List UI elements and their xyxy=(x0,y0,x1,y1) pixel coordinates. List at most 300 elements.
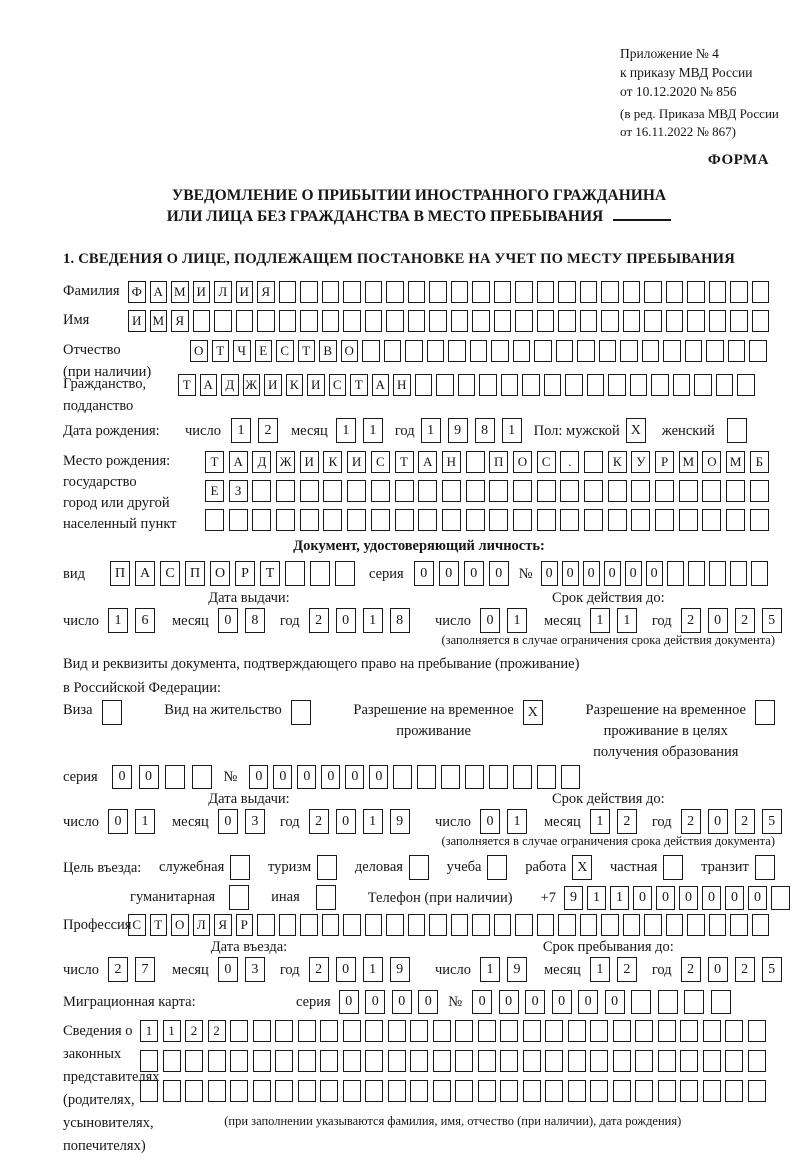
char-cell[interactable] xyxy=(252,480,271,502)
char-cell[interactable]: 1 xyxy=(108,608,128,633)
char-cell[interactable] xyxy=(558,281,576,303)
char-cell[interactable] xyxy=(584,480,603,502)
char-cell[interactable] xyxy=(537,765,556,789)
char-cell[interactable] xyxy=(725,1020,743,1042)
char-cell[interactable]: Б xyxy=(750,451,769,473)
char-cell[interactable] xyxy=(716,374,734,396)
char-cell[interactable]: 1 xyxy=(363,957,383,982)
char-cell[interactable] xyxy=(537,310,555,332)
char-cell[interactable] xyxy=(442,480,461,502)
char-cell[interactable] xyxy=(680,1050,698,1072)
birthplace-cells-row2[interactable] xyxy=(205,480,769,502)
char-cell[interactable]: 2 xyxy=(208,1020,226,1042)
char-cell[interactable] xyxy=(560,480,579,502)
char-cell[interactable]: А xyxy=(229,451,248,473)
char-cell[interactable]: 0 xyxy=(708,957,728,982)
char-cell[interactable] xyxy=(561,765,580,789)
char-cell[interactable] xyxy=(343,281,361,303)
char-cell[interactable] xyxy=(631,480,650,502)
char-cell[interactable] xyxy=(214,310,232,332)
char-cell[interactable]: 0 xyxy=(472,990,492,1014)
char-cell[interactable] xyxy=(558,310,576,332)
char-cell[interactable] xyxy=(433,1020,451,1042)
char-cell[interactable]: 7 xyxy=(135,957,155,982)
char-cell[interactable]: 1 xyxy=(590,809,610,834)
char-cell[interactable] xyxy=(687,310,705,332)
char-cell[interactable]: 0 xyxy=(414,561,434,586)
char-cell[interactable] xyxy=(395,480,414,502)
char-cell[interactable] xyxy=(556,340,574,362)
char-cell[interactable]: 1 xyxy=(140,1020,158,1042)
char-cell[interactable]: 1 xyxy=(610,886,629,910)
char-cell[interactable]: 1 xyxy=(617,608,637,633)
char-cell[interactable] xyxy=(320,1050,338,1072)
char-cell[interactable]: О xyxy=(513,451,532,473)
char-cell[interactable]: 3 xyxy=(245,957,265,982)
char-cell[interactable]: И xyxy=(128,310,146,332)
char-cell[interactable] xyxy=(451,310,469,332)
official-checkbox[interactable] xyxy=(230,855,250,880)
char-cell[interactable] xyxy=(706,340,724,362)
char-cell[interactable] xyxy=(140,1080,158,1102)
char-cell[interactable]: 2 xyxy=(309,809,329,834)
char-cell[interactable] xyxy=(568,1020,586,1042)
char-cell[interactable]: 2 xyxy=(258,418,278,443)
char-cell[interactable] xyxy=(429,281,447,303)
char-cell[interactable] xyxy=(298,1050,316,1072)
humanitarian-checkbox[interactable] xyxy=(229,885,249,910)
char-cell[interactable] xyxy=(568,1080,586,1102)
char-cell[interactable] xyxy=(522,374,540,396)
char-cell[interactable]: 0 xyxy=(633,886,652,910)
char-cell[interactable]: А xyxy=(200,374,218,396)
char-cell[interactable] xyxy=(275,1020,293,1042)
char-cell[interactable] xyxy=(590,1020,608,1042)
char-cell[interactable] xyxy=(748,1080,766,1102)
char-cell[interactable]: 1 xyxy=(480,957,500,982)
char-cell[interactable]: А xyxy=(135,561,155,586)
char-cell[interactable] xyxy=(513,480,532,502)
char-cell[interactable]: 0 xyxy=(297,765,316,789)
char-cell[interactable]: Я xyxy=(257,281,275,303)
char-cell[interactable] xyxy=(730,281,748,303)
private-checkbox[interactable] xyxy=(663,855,683,880)
char-cell[interactable]: П xyxy=(185,561,205,586)
char-cell[interactable] xyxy=(644,281,662,303)
doc-series-cells[interactable] xyxy=(414,561,509,586)
char-cell[interactable] xyxy=(478,1050,496,1072)
char-cell[interactable] xyxy=(386,310,404,332)
char-cell[interactable] xyxy=(513,765,532,789)
char-cell[interactable]: И xyxy=(347,451,366,473)
char-cell[interactable] xyxy=(752,281,770,303)
stay-day-cells[interactable] xyxy=(480,957,527,982)
profession-cells[interactable] xyxy=(128,914,769,936)
char-cell[interactable]: 0 xyxy=(218,957,238,982)
char-cell[interactable]: 2 xyxy=(309,957,329,982)
char-cell[interactable] xyxy=(587,374,605,396)
char-cell[interactable]: Е xyxy=(255,340,273,362)
char-cell[interactable] xyxy=(725,1080,743,1102)
char-cell[interactable] xyxy=(565,374,583,396)
char-cell[interactable] xyxy=(730,914,748,936)
entry-month-cells[interactable] xyxy=(218,957,265,982)
char-cell[interactable] xyxy=(515,310,533,332)
char-cell[interactable]: С xyxy=(276,340,294,362)
expiry-month-cells[interactable] xyxy=(590,608,637,633)
char-cell[interactable] xyxy=(489,765,508,789)
char-cell[interactable] xyxy=(257,914,275,936)
char-cell[interactable] xyxy=(300,914,318,936)
char-cell[interactable] xyxy=(620,340,638,362)
char-cell[interactable] xyxy=(601,914,619,936)
char-cell[interactable]: 8 xyxy=(245,608,265,633)
char-cell[interactable]: Р xyxy=(235,561,255,586)
char-cell[interactable] xyxy=(140,1050,158,1072)
char-cell[interactable] xyxy=(644,310,662,332)
char-cell[interactable]: 0 xyxy=(552,990,572,1014)
char-cell[interactable] xyxy=(343,914,361,936)
char-cell[interactable] xyxy=(726,509,745,531)
char-cell[interactable]: 8 xyxy=(390,608,410,633)
char-cell[interactable]: И xyxy=(307,374,325,396)
char-cell[interactable] xyxy=(666,281,684,303)
char-cell[interactable]: 2 xyxy=(735,809,755,834)
char-cell[interactable] xyxy=(635,1020,653,1042)
phone-cells[interactable] xyxy=(564,886,790,910)
char-cell[interactable] xyxy=(458,374,476,396)
char-cell[interactable] xyxy=(491,340,509,362)
study-checkbox[interactable] xyxy=(487,855,507,880)
char-cell[interactable]: 0 xyxy=(708,809,728,834)
char-cell[interactable]: М xyxy=(150,310,168,332)
issue-year-cells[interactable] xyxy=(309,608,410,633)
char-cell[interactable] xyxy=(386,281,404,303)
char-cell[interactable] xyxy=(229,509,248,531)
birthplace-cells-row3[interactable] xyxy=(205,509,769,531)
transit-checkbox[interactable] xyxy=(755,855,775,880)
char-cell[interactable] xyxy=(298,1020,316,1042)
char-cell[interactable]: 1 xyxy=(590,608,610,633)
char-cell[interactable] xyxy=(322,310,340,332)
char-cell[interactable]: Ж xyxy=(276,451,295,473)
char-cell[interactable]: 2 xyxy=(681,809,701,834)
char-cell[interactable]: 2 xyxy=(108,957,128,982)
work-checkbox[interactable]: X xyxy=(572,855,592,880)
char-cell[interactable] xyxy=(455,1080,473,1102)
char-cell[interactable]: 0 xyxy=(604,561,621,586)
char-cell[interactable]: 0 xyxy=(218,809,238,834)
mc-series-cells[interactable] xyxy=(339,990,439,1014)
char-cell[interactable] xyxy=(537,480,556,502)
char-cell[interactable] xyxy=(410,1080,428,1102)
representatives-cells-row1[interactable] xyxy=(140,1020,766,1042)
entry-year-cells[interactable] xyxy=(309,957,410,982)
char-cell[interactable]: Д xyxy=(252,451,271,473)
char-cell[interactable] xyxy=(300,310,318,332)
char-cell[interactable]: О xyxy=(341,340,359,362)
char-cell[interactable] xyxy=(285,561,305,586)
char-cell[interactable]: О xyxy=(190,340,208,362)
char-cell[interactable] xyxy=(651,374,669,396)
char-cell[interactable]: 0 xyxy=(679,886,698,910)
char-cell[interactable] xyxy=(601,310,619,332)
char-cell[interactable] xyxy=(513,509,532,531)
char-cell[interactable] xyxy=(500,1020,518,1042)
char-cell[interactable]: 9 xyxy=(448,418,468,443)
char-cell[interactable]: 1 xyxy=(363,418,383,443)
char-cell[interactable]: М xyxy=(726,451,745,473)
char-cell[interactable] xyxy=(300,281,318,303)
char-cell[interactable] xyxy=(644,914,662,936)
char-cell[interactable] xyxy=(568,1050,586,1072)
char-cell[interactable]: Е xyxy=(205,480,224,502)
char-cell[interactable]: 0 xyxy=(562,561,579,586)
char-cell[interactable] xyxy=(163,1080,181,1102)
char-cell[interactable] xyxy=(410,1050,428,1072)
expiry-day-cells[interactable] xyxy=(480,608,527,633)
char-cell[interactable] xyxy=(635,1080,653,1102)
char-cell[interactable] xyxy=(687,281,705,303)
char-cell[interactable] xyxy=(455,1050,473,1072)
char-cell[interactable] xyxy=(666,310,684,332)
patronymic-cells[interactable] xyxy=(190,340,767,362)
char-cell[interactable]: Л xyxy=(193,914,211,936)
char-cell[interactable] xyxy=(631,990,651,1014)
char-cell[interactable] xyxy=(726,480,745,502)
char-cell[interactable] xyxy=(208,1050,226,1072)
char-cell[interactable]: Т xyxy=(260,561,280,586)
char-cell[interactable]: 0 xyxy=(480,608,500,633)
char-cell[interactable] xyxy=(666,914,684,936)
char-cell[interactable] xyxy=(680,1020,698,1042)
char-cell[interactable] xyxy=(230,1020,248,1042)
char-cell[interactable] xyxy=(320,1080,338,1102)
char-cell[interactable]: 3 xyxy=(245,809,265,834)
char-cell[interactable]: 0 xyxy=(365,990,385,1014)
char-cell[interactable]: Т xyxy=(298,340,316,362)
char-cell[interactable] xyxy=(515,281,533,303)
char-cell[interactable] xyxy=(163,1050,181,1072)
char-cell[interactable]: И xyxy=(236,281,254,303)
char-cell[interactable] xyxy=(663,340,681,362)
char-cell[interactable] xyxy=(655,509,674,531)
char-cell[interactable] xyxy=(584,509,603,531)
representatives-cells-row3[interactable] xyxy=(140,1080,766,1102)
char-cell[interactable] xyxy=(236,310,254,332)
permit-issue-month-cells[interactable] xyxy=(218,809,265,834)
char-cell[interactable] xyxy=(687,914,705,936)
char-cell[interactable] xyxy=(479,374,497,396)
char-cell[interactable]: 2 xyxy=(617,957,637,982)
char-cell[interactable] xyxy=(347,509,366,531)
char-cell[interactable]: С xyxy=(371,451,390,473)
char-cell[interactable] xyxy=(623,914,641,936)
mc-number-cells[interactable] xyxy=(472,990,731,1014)
issue-day-cells[interactable] xyxy=(108,608,155,633)
char-cell[interactable] xyxy=(494,281,512,303)
char-cell[interactable]: 0 xyxy=(108,809,128,834)
char-cell[interactable]: 2 xyxy=(309,608,329,633)
char-cell[interactable] xyxy=(748,1020,766,1042)
char-cell[interactable] xyxy=(365,1080,383,1102)
char-cell[interactable] xyxy=(323,480,342,502)
char-cell[interactable] xyxy=(750,480,769,502)
char-cell[interactable] xyxy=(451,914,469,936)
char-cell[interactable] xyxy=(279,914,297,936)
char-cell[interactable]: 1 xyxy=(502,418,522,443)
char-cell[interactable] xyxy=(685,340,703,362)
char-cell[interactable]: 8 xyxy=(475,418,495,443)
char-cell[interactable]: К xyxy=(286,374,304,396)
char-cell[interactable] xyxy=(448,340,466,362)
char-cell[interactable]: 0 xyxy=(708,608,728,633)
char-cell[interactable]: У xyxy=(631,451,650,473)
char-cell[interactable] xyxy=(703,1050,721,1072)
char-cell[interactable] xyxy=(455,1020,473,1042)
char-cell[interactable] xyxy=(709,561,726,586)
char-cell[interactable] xyxy=(658,1080,676,1102)
birth-month-cells[interactable] xyxy=(336,418,383,443)
char-cell[interactable] xyxy=(590,1050,608,1072)
tourism-checkbox[interactable] xyxy=(317,855,337,880)
char-cell[interactable] xyxy=(771,886,790,910)
char-cell[interactable] xyxy=(613,1020,631,1042)
char-cell[interactable] xyxy=(365,310,383,332)
char-cell[interactable] xyxy=(365,281,383,303)
temp-residence-checkbox[interactable]: X xyxy=(523,700,543,725)
char-cell[interactable] xyxy=(730,310,748,332)
char-cell[interactable] xyxy=(230,1080,248,1102)
char-cell[interactable] xyxy=(472,914,490,936)
char-cell[interactable]: П xyxy=(489,451,508,473)
char-cell[interactable] xyxy=(276,480,295,502)
char-cell[interactable] xyxy=(335,561,355,586)
char-cell[interactable] xyxy=(751,561,768,586)
male-checkbox[interactable]: X xyxy=(626,418,646,443)
char-cell[interactable]: Д xyxy=(221,374,239,396)
char-cell[interactable] xyxy=(730,561,747,586)
char-cell[interactable] xyxy=(642,340,660,362)
char-cell[interactable]: 0 xyxy=(480,809,500,834)
char-cell[interactable]: А xyxy=(150,281,168,303)
char-cell[interactable] xyxy=(613,1050,631,1072)
char-cell[interactable] xyxy=(545,1020,563,1042)
char-cell[interactable] xyxy=(300,480,319,502)
char-cell[interactable] xyxy=(580,914,598,936)
female-checkbox[interactable] xyxy=(727,418,747,443)
char-cell[interactable]: Т xyxy=(395,451,414,473)
char-cell[interactable] xyxy=(501,374,519,396)
char-cell[interactable]: К xyxy=(323,451,342,473)
char-cell[interactable] xyxy=(343,1050,361,1072)
char-cell[interactable] xyxy=(494,310,512,332)
char-cell[interactable] xyxy=(388,1020,406,1042)
char-cell[interactable] xyxy=(523,1050,541,1072)
char-cell[interactable] xyxy=(185,1050,203,1072)
char-cell[interactable] xyxy=(635,1050,653,1072)
char-cell[interactable]: 5 xyxy=(762,957,782,982)
char-cell[interactable] xyxy=(489,509,508,531)
char-cell[interactable] xyxy=(470,340,488,362)
char-cell[interactable] xyxy=(478,1080,496,1102)
char-cell[interactable] xyxy=(415,374,433,396)
char-cell[interactable] xyxy=(752,914,770,936)
char-cell[interactable]: 1 xyxy=(587,886,606,910)
char-cell[interactable] xyxy=(472,281,490,303)
char-cell[interactable]: 0 xyxy=(392,990,412,1014)
char-cell[interactable]: З xyxy=(229,480,248,502)
char-cell[interactable] xyxy=(388,1050,406,1072)
char-cell[interactable]: 0 xyxy=(112,765,132,789)
char-cell[interactable] xyxy=(673,374,691,396)
char-cell[interactable]: А xyxy=(418,451,437,473)
char-cell[interactable] xyxy=(513,340,531,362)
char-cell[interactable] xyxy=(252,509,271,531)
char-cell[interactable]: 0 xyxy=(336,608,356,633)
char-cell[interactable]: 2 xyxy=(735,957,755,982)
char-cell[interactable] xyxy=(275,1080,293,1102)
char-cell[interactable]: 9 xyxy=(390,957,410,982)
char-cell[interactable] xyxy=(515,914,533,936)
char-cell[interactable]: 0 xyxy=(605,990,625,1014)
char-cell[interactable] xyxy=(465,765,484,789)
char-cell[interactable]: М xyxy=(171,281,189,303)
char-cell[interactable]: 0 xyxy=(541,561,558,586)
char-cell[interactable] xyxy=(417,765,436,789)
temp-residence-education-checkbox[interactable] xyxy=(755,700,775,725)
char-cell[interactable] xyxy=(537,914,555,936)
char-cell[interactable]: 1 xyxy=(231,418,251,443)
char-cell[interactable] xyxy=(577,340,595,362)
char-cell[interactable] xyxy=(429,914,447,936)
char-cell[interactable]: Т xyxy=(205,451,224,473)
char-cell[interactable] xyxy=(386,914,404,936)
char-cell[interactable] xyxy=(275,1050,293,1072)
char-cell[interactable]: М xyxy=(679,451,698,473)
char-cell[interactable]: 0 xyxy=(625,561,642,586)
birth-year-cells[interactable] xyxy=(421,418,522,443)
char-cell[interactable] xyxy=(702,480,721,502)
char-cell[interactable] xyxy=(613,1080,631,1102)
char-cell[interactable] xyxy=(749,340,767,362)
char-cell[interactable] xyxy=(408,310,426,332)
char-cell[interactable] xyxy=(478,1020,496,1042)
char-cell[interactable] xyxy=(709,914,727,936)
char-cell[interactable] xyxy=(442,509,461,531)
char-cell[interactable]: 2 xyxy=(617,809,637,834)
char-cell[interactable]: 6 xyxy=(135,608,155,633)
char-cell[interactable]: 0 xyxy=(578,990,598,1014)
char-cell[interactable] xyxy=(608,509,627,531)
char-cell[interactable] xyxy=(534,340,552,362)
char-cell[interactable]: 1 xyxy=(507,809,527,834)
char-cell[interactable]: С xyxy=(537,451,556,473)
char-cell[interactable]: 0 xyxy=(748,886,767,910)
char-cell[interactable]: С xyxy=(160,561,180,586)
char-cell[interactable]: 0 xyxy=(702,886,721,910)
char-cell[interactable]: Т xyxy=(212,340,230,362)
char-cell[interactable]: А xyxy=(372,374,390,396)
char-cell[interactable]: Р xyxy=(655,451,674,473)
char-cell[interactable] xyxy=(560,509,579,531)
char-cell[interactable]: К xyxy=(608,451,627,473)
char-cell[interactable] xyxy=(384,340,402,362)
char-cell[interactable] xyxy=(623,281,641,303)
char-cell[interactable] xyxy=(655,480,674,502)
char-cell[interactable]: 0 xyxy=(499,990,519,1014)
char-cell[interactable]: С xyxy=(128,914,146,936)
